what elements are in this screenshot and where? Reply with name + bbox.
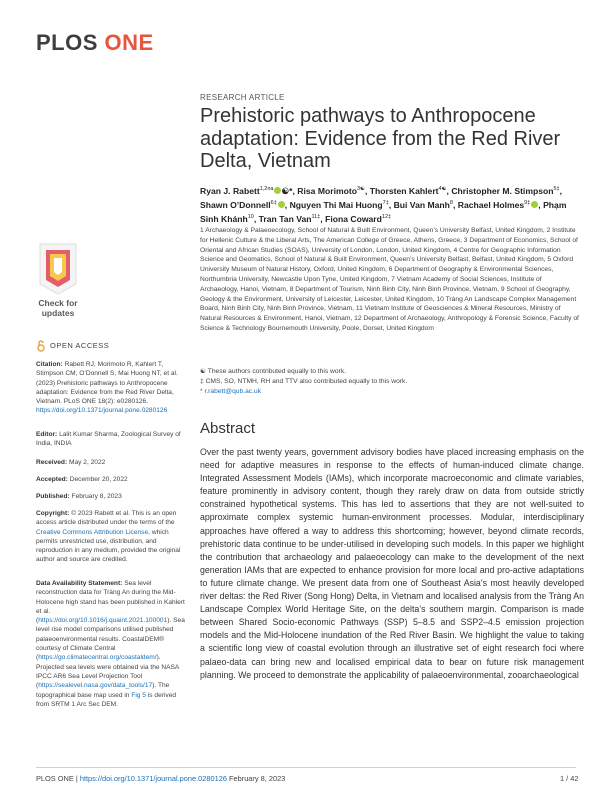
open-access-label: OPEN ACCESS bbox=[50, 341, 110, 350]
footer-divider bbox=[36, 767, 576, 768]
author-separator: ☯*, bbox=[281, 185, 298, 196]
das-text-5: is derived from SRTM 1 Arc Sec DEM. bbox=[36, 691, 177, 708]
das-text-2: ). Sea level rise model comparisons utilised published palaeoenvironmental results. CoastalDEM® courtesy of Climate Central ( bbox=[36, 617, 185, 662]
corresponding-email-link[interactable]: * r.rabett@qub.ac.uk bbox=[200, 387, 262, 395]
author-separator: , bbox=[253, 213, 259, 224]
author-notes bbox=[200, 367, 580, 396]
das-link-1[interactable]: https://doi.org/10.1016/j.quaint.2021.100001 bbox=[38, 617, 168, 625]
copyright-block bbox=[36, 509, 186, 565]
affiliations: 1 Archaeology & Palaeoecology, School of Natural & Built Environment, Queen’s University Belfast, United Kingdom, 2 Institute for Hellenic Culture & the Liberal Arts, The American College of Greece, Athens, Greece, 3 Department of Economics, School of Oriental and African Studies (SOAS), University of London, London, United Kingdom, 4 Centre for Geographic Information Science and Geomatics, School of Natural & Built Environment, Queen’s University Belfast, Belfast, United Kingdom, 5 Oxford University Museum of Natural History, Oxford, United Kingdom, 6 Department of Geography & Environmental Sciences, Northumbria University, Newcastle Upon Tyne, United Kingdom, 7 Vietnam Academy of Social Sciences, Institute of Archaeology, Hanoi, Vietnam, 8 Department of Tourism, Ninh Binh City, Ninh Binh Province, Vietnam, 9 School of Geography, Geology & the Environment, University of Leicester, Leicester, United Kingdom, 10 Tràng An Landscape Complex Management Board, Ninh Binh City, Ninh Binh Province, Vietnam, 11 Vietnam Institute of Geosciences & Mineral Resources, Ministry of Natural Resources & Environment, Hanoi, Vietnam, 12 Department of Archaeology, Anthropology & Forensic Science, Faculty of Science & Technology Bournemouth University, Poole, Dorset, United Kingdom bbox=[200, 227, 579, 332]
author-name: Ryan J. Rabett bbox=[200, 185, 260, 196]
author-name: Phạm Sinh Khánh bbox=[200, 199, 567, 224]
author-separator: , bbox=[364, 185, 370, 196]
author-name: Nguyen Thi Mai Huong bbox=[289, 199, 383, 210]
author-separator: , bbox=[452, 199, 458, 210]
das-text-1: Sea level reconstruction data for Tràng An during the Mid-Holocene high stand has been published in Kahlert et al. ( bbox=[36, 580, 185, 625]
editor-block bbox=[36, 430, 186, 449]
das-text-4: ). The topographical base map used in bbox=[36, 682, 170, 699]
author-affiliation-marker: 4☯ bbox=[438, 186, 447, 192]
author-name: Christopher M. Stimpson bbox=[451, 185, 554, 196]
cc-license-link[interactable]: Creative Commons Attribution License bbox=[36, 528, 149, 536]
copyright-text-2: , which permits unrestricted use, distribution, and reproduction in any medium, provided the original author and source are credited. bbox=[36, 528, 181, 564]
received-label: Received: bbox=[36, 459, 68, 466]
logo-one: ONE bbox=[104, 30, 154, 55]
equal-contribution-note: ☯ These authors contributed equally to this work. bbox=[200, 368, 347, 375]
author-affiliation-marker: 11‡ bbox=[311, 213, 321, 220]
received-block bbox=[36, 458, 186, 467]
copyright-text: © 2023 Rabett et al. This is an open access article distributed under the terms of the bbox=[36, 510, 177, 527]
editor-label: Editor: bbox=[36, 431, 58, 438]
author-name: Shawn O’Donnell bbox=[200, 199, 271, 210]
author-affiliation-marker: 8 bbox=[449, 199, 453, 206]
abstract-heading: Abstract bbox=[200, 420, 256, 437]
abstract-text: Over the past twenty years, government advisory bodies have placed increasing emphasis on the need for adaptive measures in response to the effects of human-induced climate change. Integrated Assessment Models (IAMs), which incorporate macroeconomic and climate variables, feature prominently in advisory content, though they rarely draw on data from outside strictly constrained hypothetical systems. This has led to assertions that they are not well-suited to approximate complex systemic human-environment processes. Modular, interdisciplinary approaches have offered a way to address this shortcoming; however, beyond climate records, prehistoric data continue to be under-utilised in developing such models. In this paper we highlight the contribution that archaeology and palaeoecology can make to the development of the next generation IAMs that are expected to enhance provision for more local and pro-active adaptations to future climate change. We present data from one of Southeast Asia’s most heavily developed river deltas: the Red River (Song Hong) Delta, in Vietnam and localised analysis from the Tràng An Landscape Complex World Heritage Site, on the delta’s southern margin. Comparison is made between Shared Socio-economic Pathways (SSP) 5–8.5 and SSP2–4.5 emission projection models and the Mid-Holocene inundation of the Red River Basin. We highlight the value to taking a scientific long view of coastal evolution through an illustrative set of eight research foci where palaeo-data can bring new and localised empirical data to bear on future risk management planning. We proceed to demonstrate the applicability of palaeoenvironmental, zooarchaeological bbox=[200, 447, 584, 680]
author-separator: , bbox=[388, 199, 394, 210]
author-list bbox=[200, 183, 580, 225]
author-name: Thorsten Kahlert bbox=[369, 185, 439, 196]
page-number: 1 / 42 bbox=[560, 774, 579, 783]
author-name: Tran Tan Van bbox=[258, 213, 312, 224]
author-separator: , bbox=[320, 213, 326, 224]
published-block bbox=[36, 492, 186, 501]
accepted-date: December 20, 2022 bbox=[69, 476, 128, 483]
author-affiliation-marker: 5‡ bbox=[553, 186, 560, 192]
received-date: May 2, 2022 bbox=[69, 459, 106, 466]
citation-text: Rabett RJ, Morimoto R, Kahlert T, Stimpson CM, O’Donnell S, Mai Huong NT, et al. (2023) Prehistoric pathways to Anthropocene adaptation: Evidence from the Red River Delta, Vietnam. PLoS ONE 18(2): e0280126. bbox=[36, 361, 178, 406]
author-separator: , bbox=[559, 185, 563, 196]
footer-date: February 8, 2023 bbox=[229, 774, 286, 783]
author-name: Risa Morimoto bbox=[297, 185, 357, 196]
author-name: Bui Van Manh bbox=[393, 199, 450, 210]
orcid-icon[interactable] bbox=[278, 201, 285, 208]
footer-sep: | bbox=[73, 774, 80, 783]
open-access-lock-icon bbox=[36, 340, 46, 352]
article-title: Prehistoric pathways to Anthropocene adaptation: Evidence from the Red River Delta, Vietnam bbox=[200, 105, 561, 172]
copyright-label: Copyright: bbox=[36, 510, 70, 517]
author-affiliation-marker: 3☯ bbox=[356, 186, 365, 192]
check-for-updates-icon[interactable] bbox=[36, 240, 80, 296]
author-affiliation-marker: 10 bbox=[247, 213, 254, 220]
citation-block bbox=[36, 360, 186, 416]
fig-5-link[interactable]: Fig 5 bbox=[131, 691, 146, 699]
author-separator: , bbox=[284, 199, 290, 210]
author-affiliation-marker: 9‡ bbox=[524, 199, 531, 206]
author-separator: , bbox=[538, 199, 544, 210]
accepted-block bbox=[36, 475, 186, 484]
das-text-3: ). Projected sea levels were obtained via the NASA IPCC AR6 Sea Level Projection Tool ( bbox=[36, 654, 179, 690]
accepted-label: Accepted: bbox=[36, 476, 68, 483]
author-affiliation-marker: 1,2¤a bbox=[259, 186, 274, 192]
author-affiliation-marker: 12‡ bbox=[381, 213, 392, 220]
author-separator: , bbox=[446, 185, 452, 196]
footer-journal: PLOS ONE bbox=[36, 774, 74, 783]
published-label: Published: bbox=[36, 493, 70, 500]
published-date: February 8, 2023 bbox=[71, 493, 122, 500]
citation-label: Citation: bbox=[36, 361, 63, 368]
check-for-updates-label[interactable]: Check for updates bbox=[38, 298, 78, 318]
das-link-3[interactable]: https://sealevel.nasa.gov/data_tools/17 bbox=[38, 682, 153, 690]
page-footer bbox=[36, 774, 285, 783]
das-link-2[interactable]: https://go.climatecentral.org/coastaldem/ bbox=[38, 654, 157, 662]
author-name: Rachael Holmes bbox=[457, 199, 525, 210]
editor-text: Lalit Kumar Sharma, Zoological Survey of India, INDIA bbox=[36, 431, 181, 448]
journal-logo bbox=[36, 30, 154, 56]
author-affiliation-marker: 6‡ bbox=[270, 199, 277, 206]
article-type: RESEARCH ARTICLE bbox=[200, 93, 285, 102]
author-affiliation-marker: 7‡ bbox=[382, 199, 389, 206]
author-name: Fiona Coward bbox=[325, 213, 382, 224]
footer-doi-link[interactable]: https://doi.org/10.1371/journal.pone.0280126 bbox=[79, 774, 227, 783]
logo-plos: PLOS bbox=[36, 30, 98, 55]
also-equal-note: ‡ CMS, SO, NTMH, RH and TTV also contributed equally to this work. bbox=[200, 377, 408, 385]
data-availability-block bbox=[36, 579, 186, 709]
data-availability-label: Data Availability Statement: bbox=[36, 580, 123, 587]
citation-doi-link[interactable]: https://doi.org/10.1371/journal.pone.0280126 bbox=[36, 407, 168, 415]
